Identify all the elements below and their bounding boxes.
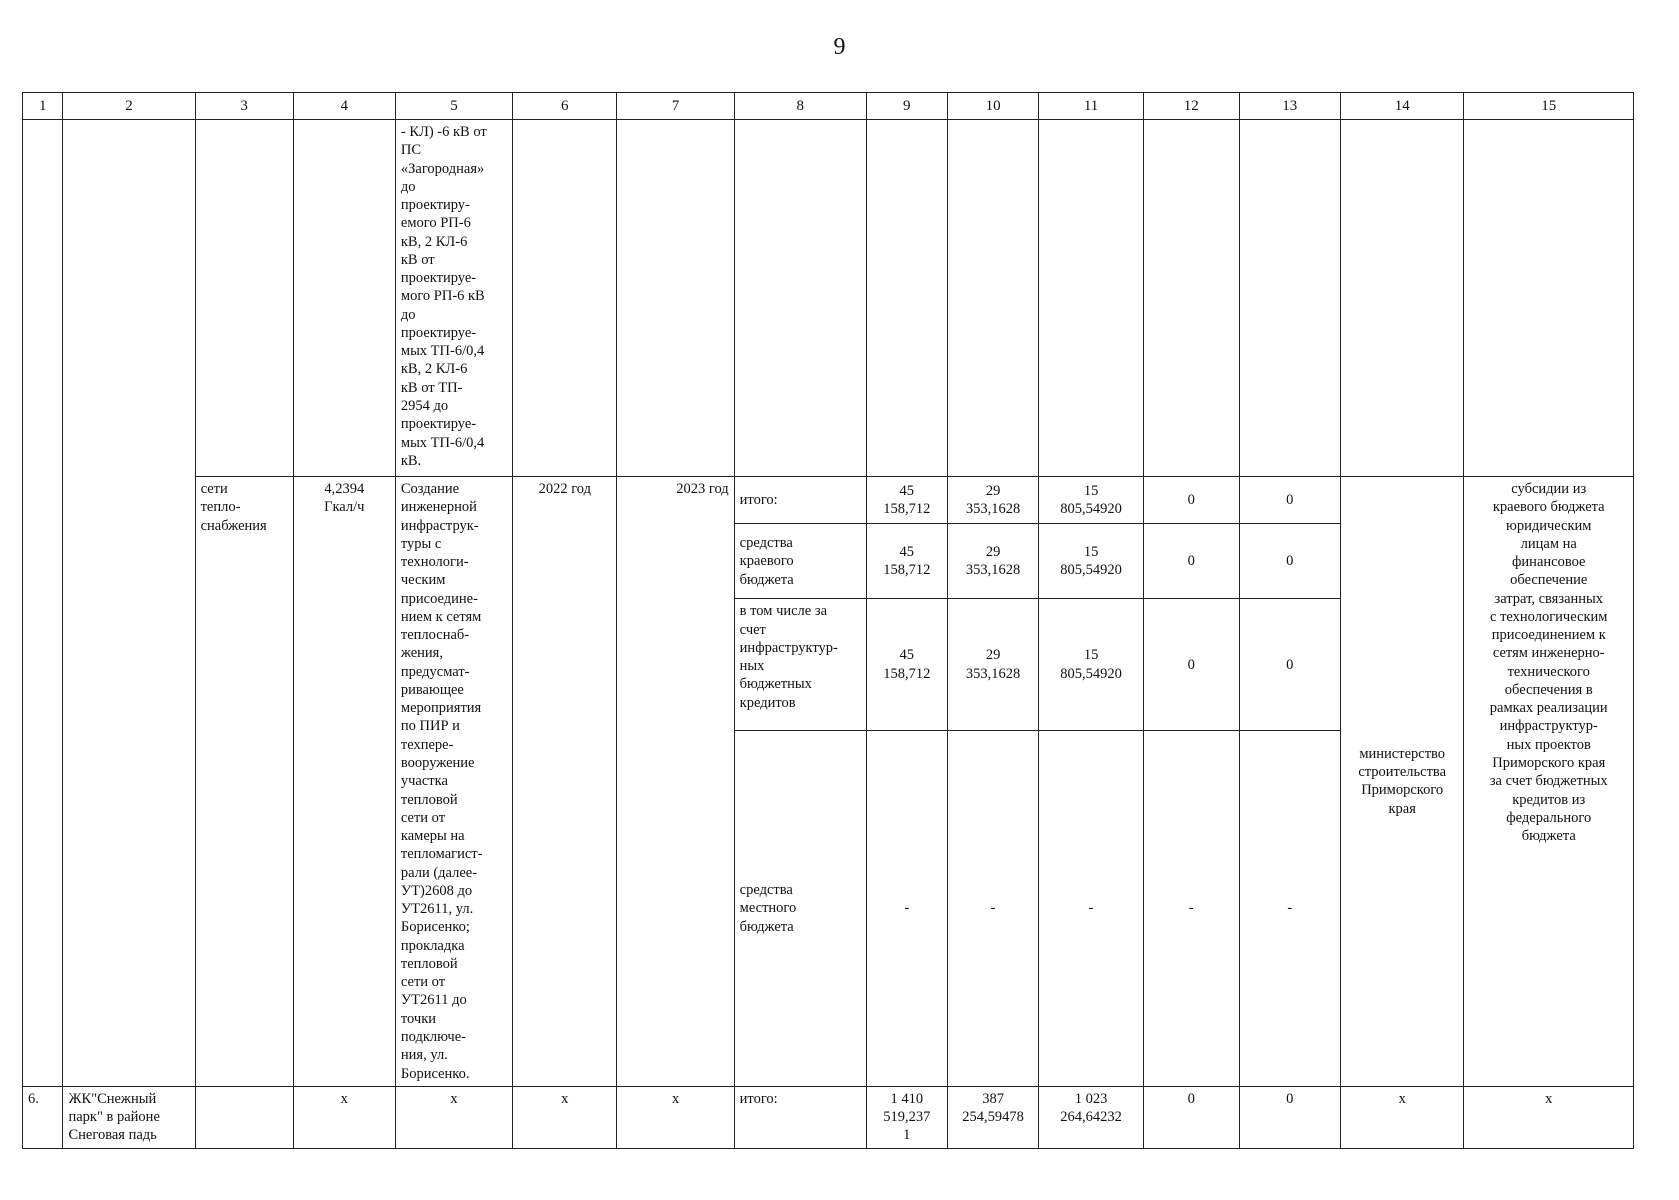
row6-col9: 1 410 519,237 1 [866, 1086, 947, 1148]
row6-col3 [195, 1086, 293, 1148]
header-col-13: 13 [1239, 93, 1340, 120]
funding-label-regional: средства краевого бюджета [734, 524, 866, 599]
header-col-3: 3 [195, 93, 293, 120]
total-col11: 15 805,54920 [1039, 477, 1143, 524]
infra-col9: 45 158,712 [866, 599, 947, 731]
row6-number: 6. [23, 1086, 63, 1148]
total-col12: 0 [1143, 477, 1239, 524]
infra-col10: 29 353,1628 [947, 599, 1039, 731]
row6-funding-label: итого: [734, 1086, 866, 1148]
regional-col13: 0 [1239, 524, 1340, 599]
total-col13: 0 [1239, 477, 1340, 524]
heat-row-total [23, 477, 1634, 524]
row6-col6: x [513, 1086, 617, 1148]
row6-col11: 1 023 264,64232 [1039, 1086, 1143, 1148]
cell-col11-empty [1039, 120, 1143, 477]
row6-col7: x [617, 1086, 734, 1148]
cell-col15-empty [1464, 120, 1634, 477]
heat-end-year: 2023 год [617, 477, 734, 1087]
header-col-9: 9 [866, 93, 947, 120]
column-number-header-row [23, 93, 1634, 120]
header-col-7: 7 [617, 93, 734, 120]
header-col-5: 5 [395, 93, 512, 120]
header-col-10: 10 [947, 93, 1039, 120]
regional-col11: 15 805,54920 [1039, 524, 1143, 599]
row6-col15: x [1464, 1086, 1634, 1148]
infra-col11: 15 805,54920 [1039, 599, 1143, 731]
header-col-11: 11 [1039, 93, 1143, 120]
infra-col13: 0 [1239, 599, 1340, 731]
cell-col14-empty [1340, 120, 1464, 477]
header-col-2: 2 [63, 93, 195, 120]
cell-col7-empty [617, 120, 734, 477]
header-col-12: 12 [1143, 93, 1239, 120]
heat-capacity: 4,2394 Гкал/ч [293, 477, 395, 1087]
header-col-15: 15 [1464, 93, 1634, 120]
header-col-8: 8 [734, 93, 866, 120]
heat-description: Создание инженерной инфраструк- туры с технологи- ческим присоедине- нием к сетям теплоснаб- жения, предусмат- ривающее мероприятия по ПИР и техпере- вооружение участка тепловой сети от камеры на тепломагист- рали (далее- УТ)2608 до УТ2611, ул. Борисенко; прокладка тепловой сети от УТ2611 до точки подключе- ния, ул. Борисенко. [395, 477, 512, 1087]
row6-col10: 387 254,59478 [947, 1086, 1039, 1148]
cell-col12-empty [1143, 120, 1239, 477]
cell-col3-empty [195, 120, 293, 477]
heat-start-year: 2022 год [513, 477, 617, 1087]
cell-col6-empty [513, 120, 617, 477]
continuation-row [23, 120, 1634, 477]
header-col-1: 1 [23, 93, 63, 120]
row6-col5: x [395, 1086, 512, 1148]
local-col12: - [1143, 731, 1239, 1087]
regional-col9: 45 158,712 [866, 524, 947, 599]
heat-network-type: сети тепло- снабжения [195, 477, 293, 1087]
funding-label-total: итого: [734, 477, 866, 524]
row-6 [23, 1086, 1634, 1148]
cell-col10-empty [947, 120, 1039, 477]
cell-col13-empty [1239, 120, 1340, 477]
cell-col2-empty [63, 120, 195, 1087]
regional-col10: 29 353,1628 [947, 524, 1039, 599]
local-col11: - [1039, 731, 1143, 1087]
funding-label-infra-credits: в том числе за счет инфраструктур- ных бюджетных кредитов [734, 599, 866, 731]
header-col-4: 4 [293, 93, 395, 120]
funding-source-description: субсидии из краевого бюджета юридическим лицам на финансовое обеспечение затрат, связанных с технологическим присоединением к сетям инженерно- технического обеспечения в рамках реализации инфраструктур- ных проектов Приморского края за счет бюджетных кредитов из федерального бюджета [1464, 477, 1634, 1087]
row6-col13: 0 [1239, 1086, 1340, 1148]
row6-col4: x [293, 1086, 395, 1148]
infra-col12: 0 [1143, 599, 1239, 731]
continued-description: - КЛ) -6 кВ от ПС «Загородная» до проектиру- емого РП-6 кВ, 2 КЛ-6 кВ от проектируе- мого РП-6 кВ до проектируе- мых ТП-6/0,4 кВ, 2 КЛ-6 кВ от ТП- 2954 до проектируе- мых ТП-6/0,4 кВ. [395, 120, 512, 477]
total-col9: 45 158,712 [866, 477, 947, 524]
regional-col12: 0 [1143, 524, 1239, 599]
local-col9: - [866, 731, 947, 1087]
funding-label-local: средства местного бюджета [734, 731, 866, 1087]
program-table [22, 92, 1634, 1149]
local-col10: - [947, 731, 1039, 1087]
row6-col12: 0 [1143, 1086, 1239, 1148]
page-number: 9 [833, 34, 846, 60]
responsible-ministry: министерство строительства Приморского края [1340, 477, 1464, 1087]
cell-col4-empty [293, 120, 395, 477]
cell-col8-empty [734, 120, 866, 477]
local-col13: - [1239, 731, 1340, 1087]
row6-object-name: ЖК"Снежный парк" в районе Снеговая падь [63, 1086, 195, 1148]
row6-col14: x [1340, 1086, 1464, 1148]
total-col10: 29 353,1628 [947, 477, 1039, 524]
header-col-6: 6 [513, 93, 617, 120]
cell-col1-empty [23, 120, 63, 1087]
cell-col9-empty [866, 120, 947, 477]
header-col-14: 14 [1340, 93, 1464, 120]
